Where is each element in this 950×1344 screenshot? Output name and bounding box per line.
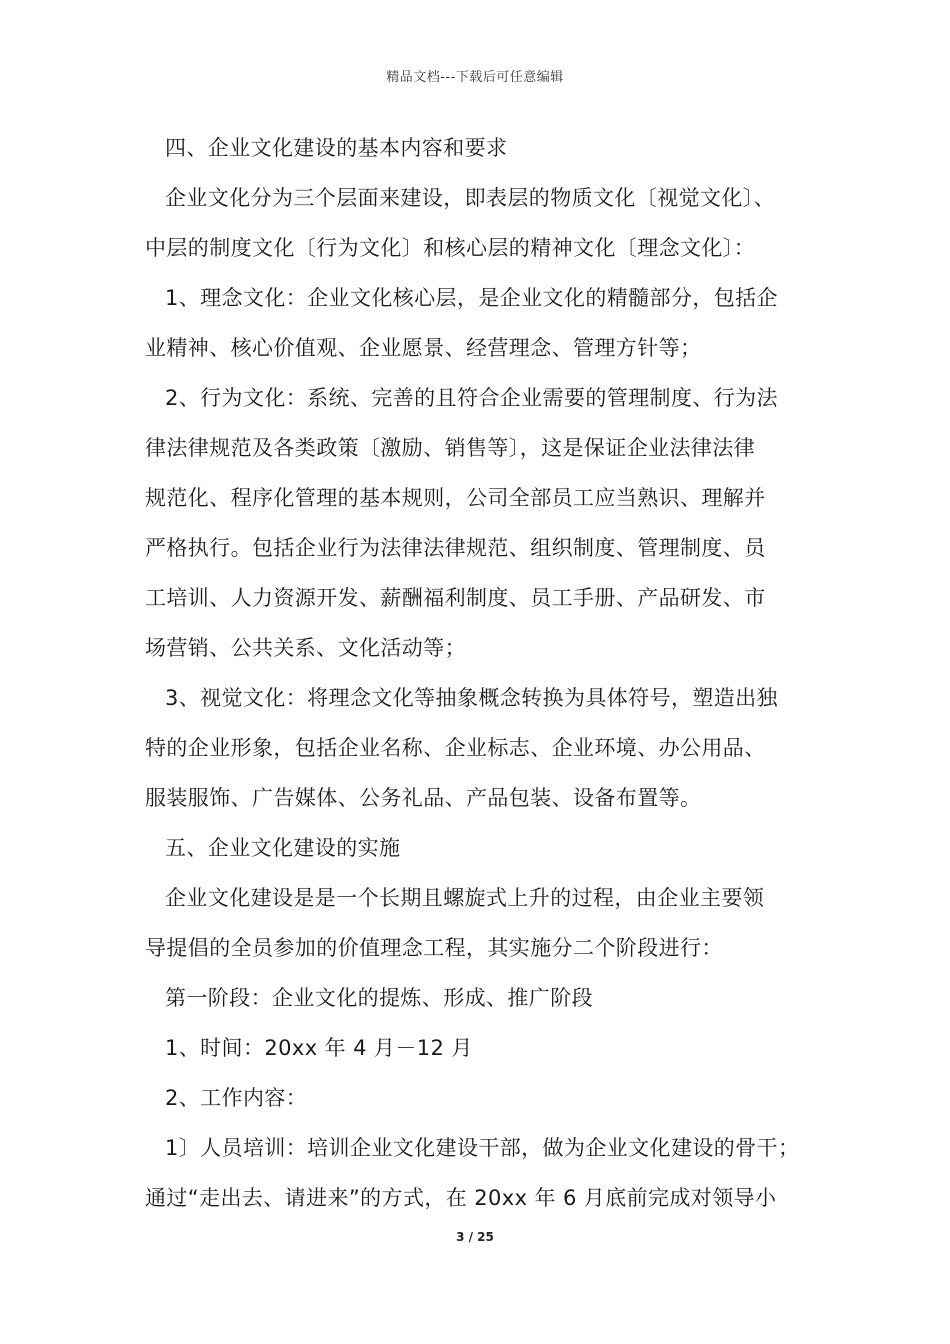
paragraph-line: 律法律规范及各类政策〔激励、销售等〕，这是保证企业法律法律 (145, 436, 756, 460)
paragraph-line: 服装服饰、广告媒体、公务礼品、产品包装、设备布置等。 (145, 786, 702, 810)
paragraph-line: 严格执行。包括企业行为法律法律规范、组织制度、管理制度、员 (145, 536, 766, 560)
page-number: 3 / 25 (456, 1230, 494, 1244)
paragraph-line: 1〕人员培训：培训企业文化建设干部，做为企业文化建设的骨干； (165, 1136, 800, 1160)
paragraph-line: 2、工作内容： (165, 1086, 308, 1110)
paragraph-line: 四、企业文化建设的基本内容和要求 (165, 136, 508, 160)
paragraph-line: 通过“走出去、请进来”的方式，在 20xx 年 6 月底前完成对领导小 (145, 1186, 777, 1210)
paragraph-line: 企业文化建设是是一个长期且螺旋式上升的过程，由企业主要领 (165, 886, 765, 910)
paragraph-line: 1、时间：20xx 年 4 月－12 月 (165, 1036, 473, 1060)
page-header: 精品文档---下载后可任意编辑 (386, 70, 564, 85)
paragraph-line: 第一阶段：企业文化的提炼、形成、推广阶段 (165, 986, 593, 1010)
paragraph-line: 3、视觉文化：将理念文化等抽象概念转换为具体符号，塑造出独 (165, 686, 778, 710)
paragraph-line: 2、行为文化：系统、完善的且符合企业需要的管理制度、行为法 (165, 386, 778, 410)
paragraph-line: 业精神、核心价值观、企业愿景、经营理念、管理方针等； (145, 336, 702, 360)
paragraph-line: 导提倡的全员参加的价值理念工程，其实施分二个阶段进行： (145, 936, 723, 960)
paragraph-line: 规范化、程序化管理的基本规则，公司全部员工应当熟识、理解并 (145, 486, 766, 510)
paragraph-line: 中层的制度文化〔行为文化〕和核心层的精神文化〔理念文化〕： (145, 236, 756, 260)
paragraph-line: 特的企业形象，包括企业名称、企业标志、企业环境、办公用品、 (145, 736, 766, 760)
section-heading: 五、企业文化建设的实施 (165, 836, 401, 860)
paragraph-line: 1、理念文化：企业文化核心层，是企业文化的精髓部分，包括企 (165, 286, 778, 310)
paragraph-line: 工培训、人力资源开发、薪酬福利制度、员工手册、产品研发、市 (145, 586, 766, 610)
document-body (145, 123, 815, 1223)
paragraph-line: 企业文化分为三个层面来建设，即表层的物质文化〔视觉文化〕、 (165, 186, 776, 210)
paragraph-line: 场营销、公共关系、文化活动等； (145, 636, 466, 660)
